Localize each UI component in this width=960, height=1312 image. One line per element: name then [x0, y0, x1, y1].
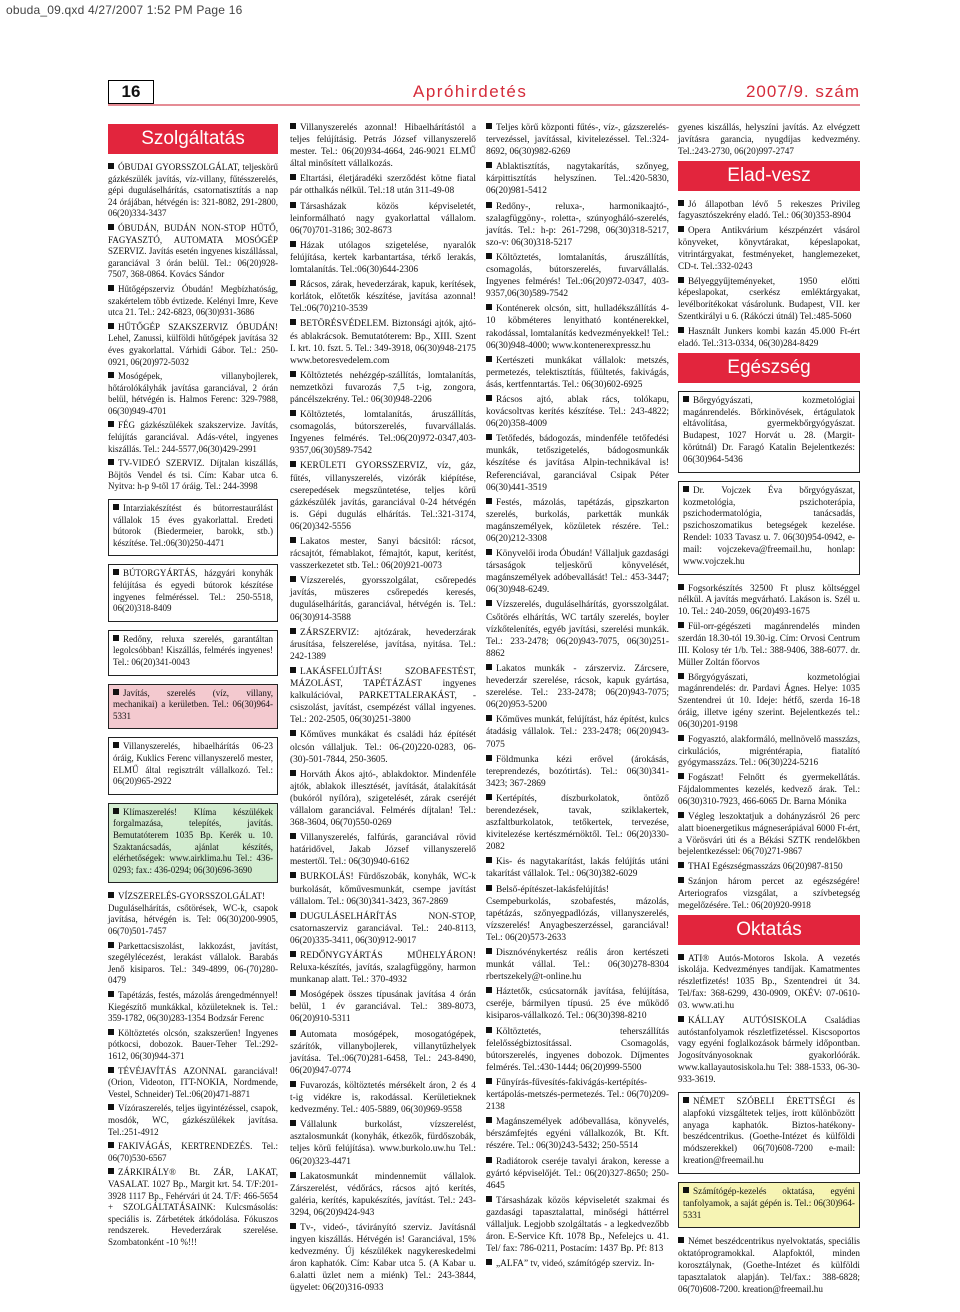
classified-ad: Redőny, reluxa szerelés, garantáltan legolcsóbban! Kiszállás, felmérés ingyenes! Tel.: 06(20)341-0043 [113, 633, 273, 667]
boxed-ad [108, 684, 278, 730]
classified-ad: Kertészeti munkákat vállalok: metszés, permetezés, telektisztítás, fűültetés, fakivágás, ásás, kertfenntartás. Tel.: 06(30)602-6925 [486, 355, 669, 390]
header-rule [108, 104, 860, 106]
classified-ad: Horváth Ákos ajtó-, ablakdoktor. Mindenféle ajtók, ablakok illesztését, javítását, átalakítását (bukóról nyílóra), szigetelését, zárak cseréjét vállalom garanciával. Felmérés díjtalan! Tel.: 368-3604, 06(70)550-0269 [290, 769, 476, 829]
classified-ad: LAKÁSFELÚJÍTÁS! SZOBAFESTÉST, MÁZOLÁST, TAPÉTÁZÁST ingyenes kalkulációval, PARKETTALERAKÁST, -csiszolást, javítást, csempézést vállal ingyenes. Tel.: 202-2505, 06(30)251-3800 [290, 666, 476, 726]
classified-ad: Fogászat! Felnőtt és gyermekellátás. Fájdalommentes kezelés, kedvező árak. Tel.: 06(30)310-7923, 466-6065 Dr. Barna Mónika [678, 772, 860, 806]
classified-ad: Mosógépek összes típusának javítása 4 órán belül, 1 év garanciával. Tel.: 389-8073, 06(20)910-5311 [290, 990, 476, 1025]
classified-ad: Kis- és nagytakarítást, lakás felújítás utáni takarítást vállalok. Tel.: 06(30)382-6029 [486, 857, 669, 880]
classified-ad: Költöztetés nehézgép-szállítás, lomtalanítás, nemzetközi fuvarozás 7,5 t-ig, zongora, páncélszekrény. Tel.: 06(30)948-2206 [290, 370, 476, 405]
boxed-ad [108, 803, 278, 884]
classified-ad: FÉG gázkészülékek szakszervize. Javítás, felújítás garanciával. Adás-vétel, ingyenes kiszállás. Tel.: 244-5577,06(30)429-2991 [108, 420, 278, 454]
classified-ad: Javítás, szerelés (víz, villany, mechanikai) a kerületben. Tel.: 06(30)964-5331 [113, 687, 273, 721]
classified-ad: NÉMET SZÓBELI ÉRETTSÉGI és alapfokú vizsgáltetek teljes, írott különbözött anyaga kaphatók. Biztos-hatékony-beszédcentrikus. (Goethe-Intézet és külföldi módszerekkel) 06(70)608-7200 e-mail: kreation@freemail.hu [683, 1095, 855, 1166]
classified-ad: Eltartási, életjáradéki szerződést kötne fiatal pár otthalkás nélkül. Tel.:18 után 311-49-08 [290, 174, 476, 197]
print-slug: obuda_09.qxd 4/27/2007 1:52 PM Page 16 [6, 3, 243, 17]
classified-ad: Dr. Vojczek Éva bőrgyógyászat, kozmetológia, pszichoterápia, pszichodermatológia, tanácsadás, pszichoszomatikus betegségek kezelése. Rendel: 1033 Tavasz u. 7. 06(30)954-0942, e-mail: vojczekeva@freemail.hu, honlap: www.vojczek.hu [683, 484, 855, 566]
classified-ad: Festés, mázolás, tapétázás, gipszkarton szerelés, burkolás, parketták munkák magánszemélyek, közületek részére. Tel.: 06(20)212-3308 [486, 497, 669, 544]
classified-ad: Redőny-, reluxa-, harmonikaajtó-, szalagfüggöny-, roletta-, szúnyogháló-szerelés, javítás. Tel.: h-p: 261-7298, 06(30)318-5217, szo-v: 06(30)318-5217 [486, 201, 669, 248]
classified-ad: BURKOLÁS! Fürdőszobák, konyhák, WC-k burkolását, kőművesmunkát, csempe javítást vállalom. Tel.: 06(30)341-3423, 367-2869 [290, 872, 476, 907]
boxed-ad [678, 391, 860, 473]
page-number: 16 [108, 80, 154, 104]
classified-ad: Házak utólagos szigetelése, nyaralók felújítása, kertek karbantartása, térkő lerakás, lomtalanítás. Tel.:06(30)644-2306 [290, 240, 476, 276]
classified-ad: Vízszerelés, duguláselhárítás, gyorsszolgálat. Csőtörés elhárítás, WC tartály szerelés, boyler vízkőtelenítés, egyéb javítási, szerelési munkák. Tel.: 233-2478; 06(20)943-7075, 06(30)251-8862 [486, 600, 669, 659]
classified-ad: „ALFA” tv, videó, számítógép szerviz. In- [486, 1258, 669, 1270]
category-heading-health: Egészség [678, 353, 860, 383]
classified-ad: Fűnyírás-fűvesítés-fakivágás-kertépítés-kertápolás-metszés-permetezés. Tel.: 06(70)209-2138 [486, 1077, 669, 1113]
classified-ad: Német beszédcentrikus nyelvoktatás, speciális oktatóprogramokkal. Alapfoktól, minden korosztálynak, (Goethe-Intézet és külföldi tapasztalatok alapján). Tel/fax.: 388-6828; 06(70)608-7200. kreation@freemail.hu [678, 1236, 860, 1294]
classified-ad: Belső-építészet-lakásfelújítás! Csempeburkolás, szobafestés, mázolás, tapétázás, szőnyegpadlózás, villanyszerelés, vízszerelés! Anyagbeszerzéssel, garanciával! Tel.: 06(20)573-2633 [486, 884, 669, 943]
column-4 [678, 122, 860, 1299]
classified-ad: Fogyasztó, alakformáló, mellnövelő masszázs, cirkulációs, migréntérapia, fiatalító gyógymasszázs. Tel.: 06(30)224-5216 [678, 733, 860, 768]
classified-ad: FAKIVÁGÁS, KERTRENDEZÉS. Tel.: 06(70)530-6567 [108, 1141, 278, 1163]
classified-ad: Ablaktisztítás, nagytakarítás, szőnyeg, kárpittisztítás helyszínen. Tel.:420-5830, 06(20)981-5412 [486, 162, 669, 197]
classified-ad: Vízóraszerelés, teljes ügyintézéssel, csapok, mosdók, WC, gázkészülékek javítása. Tel.:251-4912 [108, 1103, 278, 1137]
issue-label: 2007/9. szám [745, 82, 860, 101]
classified-ad: Opera Antikvárium készpénzért vásárol könyveket, könyvtárakat, képeslapokat, vitrintárgyakat, festményeket, hanglemezeket, CD-t. Tel.:332-0243 [678, 225, 860, 271]
classified-ad: Kertépítés, díszburkolatok, öntöző berendezések, tavak, sziklakertek, aszfaltburkolatok, tetőkertek, tervezése, kivitelezése kertészmérnöktől. Tel.: 06(20)330-2082 [486, 793, 669, 853]
column-2 [290, 122, 476, 1298]
classified-ad-continued: gyenes kiszállás, helyszíni javítás. Az elvégzett javításra garancia, nyugdíjas kedvezmény. Tel.:243-2730, 06(20)997-2747 [678, 122, 860, 156]
classified-ad: Lakatos mester, Sanyi bácsitól: rácsot, rácsajtót, fémablakot, fémajtót, kaput, kerítést, vasszerkezetet stb. Tel.: 06(20)921-0073 [290, 537, 476, 572]
classified-ad: Fül-orr-gégészeti magánrendelés minden szerdán 18.30-tól 19.30-ig. Cím: Orvosi Centrum III. Kolosy tér 1/b. Tel.: 388-9406, 388-6077. dr. Müller Zoltán főorvos [678, 621, 860, 667]
section-title: Apróhirdetés [413, 82, 528, 101]
classified-ad: Vízszerelés, gyorsszolgálat, csőrepedés javítás, müszeres csőrepedés keresés, duguláselhárítás, garanciával, hétvégén is. Tel.: 06(30)914-3588 [290, 576, 476, 623]
column-3 [486, 122, 669, 1273]
category-heading-services: Szolgáltatás [108, 124, 278, 154]
classified-ad: Földmunka kézi erővel (árokásás, tereprendezés, bozótirtás). Tel.: 06(30)341-3423; 367-2869 [486, 754, 669, 789]
classified-ad: KÁLLAY AUTÓSISKOLA Családias autóstanfolyamok részletfizetéssel. Kiscsoportos vagy egyéni foglalkozások bármely időpontban. Jogosítványosoknak gyakorlóórák. www.kallayautosiskola.hu Tel: 388-1533, 06-30-933-3619. [678, 1014, 860, 1084]
classified-ad: Számítógép-kezelés oktatása, egyéni tanfolyamok, a saját gépén is. Tel.: 06(30)964-5331 [683, 1185, 855, 1220]
classified-ad: Rácsos ajtó, ablak rács, tolókapu, kovácsoltvas kerítés készítése. Tel.: 243-4822; 06(20)358-4009 [486, 394, 669, 430]
classified-ad: ZÁRKIRÁLY® Bt. ZÁR, LAKAT, VASALAT. 1027 Bp., Margit krt. 54. T/F:201-3928 1117 Bp., Fehérvári út 24. T/F: 466-5654 + SZOLGÁLTATÁSAINK: Kulcsmásolás: speciális is. Zárbetétek átkódolása. Fókuszos rendszerek. Hevederzárak szerelése. Szombatonként -10 %!!! [108, 1167, 278, 1247]
classified-ad: Automata mosógépek, mosogatógépek, szárítók, villanybojlerek, villanytűzhelyek javítása. Tel.:06(70)281-6458, Tel.: 243-8490, 06(20)947-0774 [290, 1029, 476, 1076]
category-heading-for-sale: Elad-vesz [678, 161, 860, 191]
classified-ad: BETÖRÉSVÉDELEM. Biztonsági ajtók, ajtó- és ablakrácsok. Bemutatóterem: Bp., XIII. Szent I. krt. 10. fszt. 5. Tel.: 349-3918, 06(30)948-2175 www.betoresvedelem.com [290, 319, 476, 366]
classified-ad: Kőműves munkákat és családi ház építését olcsón vállaljuk. Tel.: 06-(20)220-0283, 06-(30)-501-7844, 250-3605. [290, 730, 476, 765]
classified-ad: Villanyszerelés, hibaelhárítás 06-23 óráig, Kuklics Ferenc villanyszerelő mester, ELMŰ által regisztrált vállalkozó. Tel.: 06(20)965-2922 [113, 741, 273, 787]
classified-ad: Magánszemélyek adóbevallása, könyvelés, bérszámfejtés egyéni vállalkozók, Bt. Kft. részére. Tel.: 06(30)243-5432; 250-5514 [486, 1117, 669, 1152]
classified-ad: Rácsos, zárak, hevederzárak, kapuk, kerítések, korlátok, előtetők készítése, javítása azonnal! Tel.:06(70)210-3539 [290, 280, 476, 315]
classified-ad: KERÜLETI GYORSSZERVIZ, víz, gáz, fűtés, villanyszerelés, vizórák kiépítése, cserepedések megszüntetése, teljes körű gázkészülék javítás, garanciával 0-24 hétvégén is. Gépi dugulás elhárítás. Tel.:321-3174, 06(20)342-5556 [290, 461, 476, 532]
classified-ad: ÓBUDAI GYORSSZOLGÁLAT, teljeskörű gázkészülék javítás, víz-villany, fűtésszerelés, gépi duguláselhárítás, csatornatisztítás a nap 24 órájában, hétvégén is: 321-8082, 291-2800, 06(20)334-3437 [108, 162, 278, 219]
classified-ad: TV-VIDEÓ SZERVIZ. Díjtalan kiszállás, Böjtös Vendel és tsi. Cím: Kabar utca 6. Nyitva: h-p 9-től 17 óráig. Tel.: 244-3998 [108, 458, 278, 492]
classified-ad: Parkettacsiszolást, lakkozást, javítást, szegélylécezést, lerakást vállalok. Barabás Jenő kisiparos. Tel.: 349-4899, 06-(70)280-0479 [108, 940, 278, 986]
classified-ad: Disznóvénykertész reális áron kertészeti munkát vállal. Tel.: 06(30)278-8304 rbertszekely@t-online.hu [486, 948, 669, 983]
classified-ad: Fuvarozás, költöztetés mérsékelt áron, 2 és 4 t-ig vidékre is, rakodással. Kerületieknek kedvezmény. Tel.: 405-5889, 06(30)969-9558 [290, 1080, 476, 1116]
classified-ad: Teljes körű központi fűtés-, víz-, gázszerelés-tervezéssel, javítással, kivitelezéssel. Tel.:324-8692, 06(30)982-6269 [486, 123, 669, 158]
boxed-ad [678, 1092, 860, 1174]
classified-ad: Használt Junkers kombi kazán 45.000 Ft-ért eladó. Tel.:313-0334, 06(30)284-8429 [678, 325, 860, 348]
classified-ad: Társasházak közös képviseletét, leinformálható nagy gyakorlattal vállalom. 06(70)701-3186; 302-8673 [290, 201, 476, 236]
boxed-ad [108, 499, 278, 556]
classified-ad: Tetőfedés, bádogozás, mindenféle tetőfedési munkák, tetőszigetelés, bádogosmunkák készítése és javítása Alpin-technikával is! Referenciával, garanciával Csipak Péter 06(30)441-3519 [486, 434, 669, 493]
column-1 [108, 122, 278, 1252]
classified-ad: Villanyszerelés, falfúrás, garanciával rövid határidővel, Jakab József villanyszerelő mestertől. Tel.: 06(30)940-6162 [290, 833, 476, 868]
classified-ad: Hűtőgépszerviz Óbudán! Megbízhatóság, szakértelem több évtizede. Kelényi Imre, Keve utca 21. Tel.: 242-6823, 06(30)931-3686 [108, 283, 278, 318]
classified-ad: ATI® Autós-Motoros Iskola. A vezetés iskolája. Kedvezményes tandíjak. Kamatmentes részletfizetés! 1035 Bp., Szentendrei út 34. Tel/fax: 368-6299, 430-0909, OKÉV: 07-0610-03. www.ati.hu [678, 952, 860, 1010]
classified-ad: Villanyszerelés azonnal! Hibaelhárítástól a teljes felújításig. Petrás József villanyszerelő mester. Tel.: 06(20)934-4664, 246-9021 ELMŰ által minősített vállalkozás. [290, 123, 476, 170]
classified-ad: Radiátorok cseréje tavalyi árakon, keresse a gyártó képviselőjét. Tel.: 06(20)327-8650; 250-4645 [486, 1156, 669, 1191]
classified-ad: VÍZSZERELÉS-GYORSSZOLGÁLAT! Duguláselhárítás, csőtörések, WC-k, csapok javítása, hétvégén is. Tel: 06(30)200-9905, 06(70)501-7457 [108, 891, 278, 937]
classified-ad: Lakatos munkák - zárszerviz. Zárcsere, hevederzár szerelése, rácsok, kapuk gyártása, szerelése. Tel.: 233-2478; 06(20)943-7075; 06(20)953-5200 [486, 663, 669, 711]
classified-ad: TÉVÉJAVÍTÁS AZONNAL garanciával! (Orion, Videoton, ITT-NOKIA, Nordmende, Vestel, Schneider) Tel.:06(20)471-8871 [108, 1065, 278, 1099]
classified-ad: Lakatosmunkát mindennemüt vállalok. Zárszerelést, védőrács, rácsos ajtó kerítés, galéria, kerítés, kapukészítés, javítást. Tel.: 243-3294, 06(20)9424-943 [290, 1171, 476, 1218]
classified-ad: Mosógépek, villanybojlerek, hőtárolókályhák javítása garanciával, 2 órán belül, hétvégén is. Halmos Ferenc: 329-7988, 06(30)949-4701 [108, 371, 278, 416]
classified-ad: Költöztetés, lomtalanítás, áruszállítás, csomagolás, bútorszerelés, fuvarvállalás. Ingyenes felmérés. Tel.:06(20)972-0347,403-9357,06(30)589-7542 [290, 410, 476, 457]
boxed-ad [108, 737, 278, 794]
classified-ad: ZÁRSZERVIZ: ajtózárak, hevederzárak árusítása, felszerelése, javítása, nyitása. Tel.: 242-1389 [290, 627, 476, 662]
boxed-ad [678, 481, 860, 575]
classified-ad: Jó állapotban lévő 5 rekeszes Privileg fagyasztószekrény eladó. Tel.: 06(30)353-8904 [678, 198, 860, 221]
classified-ad: Intarziakészítést és bútorrestaurálást vállalok 15 éves gyakorlattal. Eredeti bútorok (Biedermeier, barokk, stb.) készítése. Tel.:06(30)250-4471 [113, 503, 273, 548]
boxed-ad [108, 564, 278, 621]
boxed-ad [108, 630, 278, 676]
classified-ad: Vállalunk burkolást, vízszerelést, asztalosmunkát (konyhák, étkezők, fürdőszobák, teljes körű felújítása). www.burkolo.uw.hu Tel.: 06(20)323-4471 [290, 1120, 476, 1167]
classified-ad: Bélyeggyűjteményeket, 1950 előtti képeslapokat, cserkész emléktárgyakat, levélborítékokat vásárolunk. Budapest, VII. ker Szentkirályi u 6. (Rákóczi útnál) Tel.:485-5060 [678, 275, 860, 322]
classified-ad: Költöztetés olcsón, szakszerűen! Ingyenes pótkocsi, dobozok. Bauer-Teher Tel.:292-1612, 06(30)944-371 [108, 1027, 278, 1061]
classified-ad: Társasházak közös képviseletét szakmai és gazdasági tapasztalattal, minőségi háttérrel vállaljuk. Legjobb szolgáltatás - a legkedvezőbb áron. E-Service Kft. 1078 Bp., Nefelejcs u. 41. Tel/ fax: 786-0211, Postacím: 1437 Bp. Pf: 813 [486, 1195, 669, 1255]
classified-ad: Szánjon három percet az egészségére! Arteriografos vizsgálat, a szívbetegség megelőzésére. Tel.: 06(20)920-9918 [678, 876, 860, 910]
boxed-ad [678, 1182, 860, 1229]
classified-ad: Klímaszerelés! Klíma készülékek forgalmazása, telepítés, javítás. Bemutatóterem 1035 Bp. Kerék u. 10. Szaktanácsadás, ajánlat készítés, elérhetőségek: www.airklima.hu Tel.: 436-0293; fax.: 436-0294; 06(30)696-3690 [113, 806, 273, 875]
classified-ad: Háztetők, csúcsatornák javítása, felújítása, cseréje, bármilyen típusú. 25 éve működő kisiparos-vállalkozó. Tel.: 06(30)398-8210 [486, 987, 669, 1022]
category-heading-education: Oktatás [678, 915, 860, 945]
classified-ad: Kőműves munkát, felújítást, ház építést, kulcs átadásig vállalok. Tel.: 233-2478; 06(20)943-7075 [486, 715, 669, 750]
classified-ad: Költöztetés, teherszállítás felelősségbiztosítással. Csomagolás, bútorszerelés, ingyenes dobozok. Díjmentes felmérés. Tel.:430-1444; 06(20)999-5500 [486, 1026, 669, 1073]
classified-ad: Bőrgyógyászati, kozmetológiai magánrendelés: dr. Pardavi Ágnes. Helye: 1035 Szentendrei út 10. Ideje: hétfő, szerda 16-18 óráig, illetve igény szerint. Bejelentkezés tel.: 06(30)201-9198 [678, 671, 860, 729]
classified-ad: Tapétázás, festés, mázolás árengedménnyel! Kiegészítő munkákkal, közületeknek is. Tel.: 359-1782, 06(30)283-1354 Bodzsár Ferenc [108, 990, 278, 1024]
classified-ad: BÚTORGYÁRTÁS, házgyári konyhák felújítása és egyedi bútorok készítése ingyenes felméréssel. Tel.: 250-5518, 06(20)318-8409 [113, 568, 273, 614]
classified-ad: Végleg leszoktatjuk a dohányzásról 26 perc alatt bioenergetikus mágneserápiával 6000 Ft-ért, a Vörösvári úti és a Békási SZTK rendelőkben bejelentkezéssel: 06(70)271-9867 [678, 810, 860, 857]
classified-ad: REDŐNYGYÁRTÁS MŰHELYÁRON! Reluxa-készítés, javítás, szalagfüggöny, harmon munkanap alatt. Tel.: 370-4932 [290, 951, 476, 986]
classified-ad: Tv-, videó-, távirányító szerviz. Javításnál ingyen kiszállás. Hétvégén is! Garanciával, 15% kedvezmény. Új készülékek nagykereskedelmi áron kaphatók. Cím: Kabar utca 5. (A Kabar u. 6.alatti üzlet nem a miénk) Tel.: 243-3844, ügyelet: 06(20)316-0933 [290, 1222, 476, 1294]
classified-ad: Költöztetés, lomtalanítás, áruszállítás, csomagolás, bútorszerelés, fuvarvállalás. Ingyenes felmérés! Tel.:06(20)972-0347, 403-9357,06(30)589-7542 [486, 252, 669, 300]
classified-ad: HŰTŐGÉP SZAKSZERVIZ ÓBUDÁN! Lehel, Zanussi, külföldi hűtőgépek javítása 32 éves gyakorlattal. Várhidi Gábor. Tel.: 250-0921, 06(20)972-5032 [108, 321, 278, 367]
classified-ad: DUGULÁSELHÁRÍTÁS NON-STOP, csatornaszerviz garanciával. Tel.: 240-8113, 06(20)335-3411, 06(30)912-9017 [290, 911, 476, 946]
page-header [108, 80, 860, 104]
classified-ad: Fogsorkészítés 32500 Ft plusz költséggel nélkül. A javítás megvárható. Lakáson is. Szél u. 10. Tel.: 240-2059, 06(20)493-1675 [678, 582, 860, 617]
classified-ad: Konténerek olcsón, sitt, hulladékszállítás 4-10 köbméteres lenyitható konténerekkel, rakodással, lomtalanítás kedvezményekkel! Tel.: 06(30)948-4000; www.kontenerexpressz.hu [486, 304, 669, 351]
classified-ad: Bőrgyógyászati, kozmetológiai magánrendelés. Bőrkinövések, értágulatok eltávolítása, gyermekbőrgyógyászat. Budapest, 1027 Horvát u. 28. (Margit-körútnál) Dr. Faragó Katalin Bejelentkezés: 06(30)964-5436 [683, 394, 855, 464]
classified-ad: Könyvelői iroda Óbudán! Vállaljuk gazdasági társaságok teljeskörű könyvelését, magánszemélyek adóbevallását! Tel.: 453-3447; 06(30)948-6249. [486, 549, 669, 596]
classified-ad: ÓBUDÁN, BUDÁN NON-STOP HŰTŐ, FAGYASZTÓ, AUTOMATA MOSÓGÉP SZERVIZ. Javítás esetén ingyenes kiszállással, garanciával 3 órán belül. Tel.: 06(20)928-7507, 368-0864. Kovács Sándor [108, 222, 278, 280]
classified-ad: THAI Egészségmasszázs 06(20)987-8150 [678, 861, 860, 873]
